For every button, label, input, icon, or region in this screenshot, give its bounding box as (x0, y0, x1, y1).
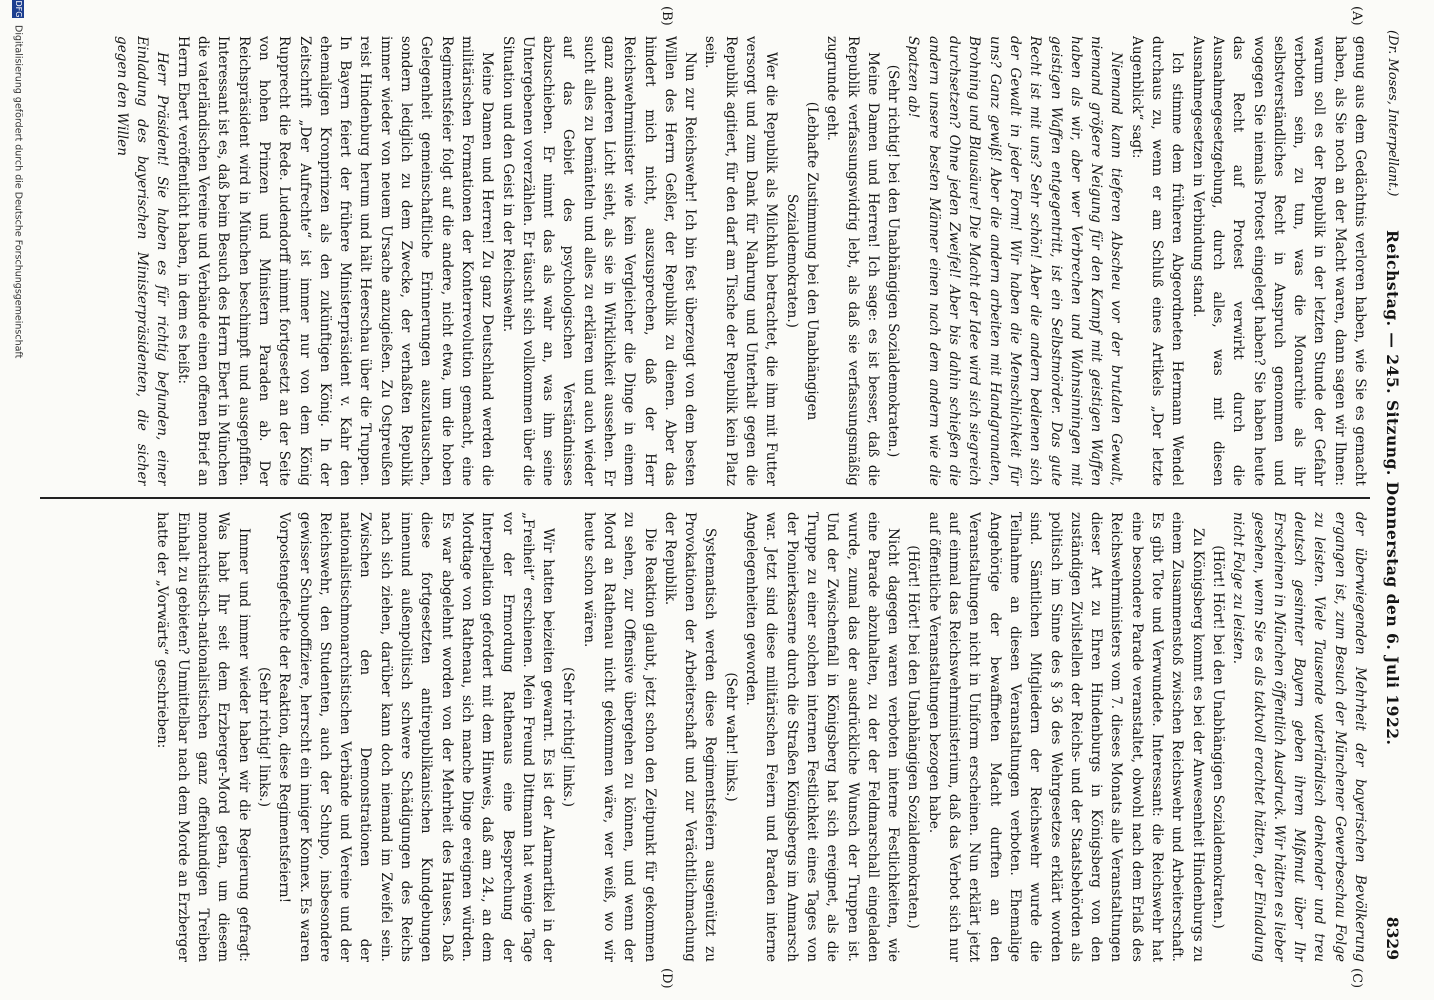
paragraph: Meine Damen und Herren! Ich sage: es ist besser, daß die Republik verfassungswidrig lebt, als daß sie verfassungsmäßig zugrunde geht. (824, 36, 881, 486)
digitization-footer (6, 0, 24, 1000)
column-divider (40, 497, 1370, 499)
page-header (1372, 30, 1412, 960)
paragraph: Nun zur Reichswehr! Ich bin fest überzeugt von dem besten Willen des Herrn Geßler, der Republik zu dienen. Aber das hindert mich nicht, auszusprechen, daß der Herr Reichswehrminister wie kein Vergleicher die Dinge in einem ganz anderen Licht sieht, als sie in Wirklichkeit aussehen. Er sucht alles zu bemänteln und alles zu erklären und auch wieder auf das Gebiet des psychologischen Verständnisses abzuschieben. Er nimmt das als wahr an, was ihm seine Untergebenen vorerzählen. Er täuscht sich vollkommen über die Situation und den Geist in der Reichswehr. (499, 36, 699, 486)
paragraph: Meine Damen und Herren! Zu ganz Deutschland werden die militärischen Formationen der Konterrevolution gemacht, eine Regimentsfeier folgt auf die andere, nicht etwa, um die hoben Gelegenheit gemeinschaftliche Erinnerungen auszutauschen, sondern lediglich zu dem Zwecke, der verhaßten Republik immer wieder von neuem Ursache anzugießen. Zu Ostpreußen reist Hindenburg herum und hält Heerschau über die Truppen. In Bayern feiert der frühere Ministerpräsident v. Kahr den ehemaligen Kronprinzen als den zukünftigen König. In der Zeitschrift „Der Aufrechte“ ist immer nur von dem König Rupprecht die Rede. Ludendorff nimmt fortgesetzt an der Seite von hohen Prinzen und Ministern Paraden ab. Der Reichspräsident wird in München beschimpft und ausgepfiffen. Interessant ist es, daß beim Besuch des Herrn Ebert in München die vaterländischen Vereine und Verbände einen offenen Brief an Herrn Ebert veröffentlicht haben, in dem es heißt: (174, 36, 496, 486)
paragraph: genug aus dem Gedächtnis verloren haben, wie Sie es gemacht haben, als Sie noch an der Macht waren, dann sagen wir Ihnen: warum soll es der Republik in der letzten Stunde der Gefahr verboten sein, zu tun, was die Monarchie als ihr selbstverständliches Recht in Anspruch genommen und wogegen Sie niemals Protest eingelegt haben? Sie haben heute das Recht auf Protest verwirkt durch die Ausnahmegesetzgebung, durch alles, was mit diesen Ausnahmegesetzen in Verbindung stand. (1189, 36, 1368, 486)
paragraph: Wer die Republik als Milchkuh betrachtet, die ihm mit Futter versorgt und zum Dank für Nahrung und Unterhalt gegen die Republik agitiert, für den darf am Tische der Republik kein Platz sein. (702, 36, 780, 486)
page-number: 8329 (1383, 916, 1402, 960)
paragraph: Ich stimme dem früheren Abgeordneten Hermann Wendel durchaus zu, wenn er am Schluß eines Artikels „Der letzte Augenblick“ sagt: (1128, 36, 1186, 486)
quotation: Herr Präsident! Sie haben es für richtig befunden, einer Einladung des bayerischen Ministerpräsidenten, die sicher gegen den Willen (113, 36, 171, 486)
margin-marker-a: (A) (1349, 6, 1364, 26)
interjection: (Lebhafte Zustimmung bei den Unabhängigen Sozialdemokraten.) (783, 101, 820, 421)
quotation: der überwiegenden Mehrheit der bayerischen Bevölkerung ergangen ist, zum Besuch der Münchener Gewerbeschau Folge zu leisten. Viele Tausende vaterländisch denkender und treu deutsch gesinnter Bayern geben ihrem Mißmut über Ihr Erscheinen in München öffentlich Ausdruck. Wir hätten es lieber gesehen, wenn Sie es als taktvoll erachtet hätten, der Einladung nicht Folge zu leisten. (1230, 512, 1368, 962)
interjection: (Sehr richtig! links.) (255, 666, 272, 808)
paragraph: Immer und immer wieder haben wir die Regierung gefragt: Was habt Ihr seit dem Erzberger-Mord getan, um diesem monarchistisch-nationalistischen ganz offenkundigen Treiben Einhalt zu gebieten? Unmittelbar nach dem Morde an Erzberger hatte der „Vorwärts“ geschrieben: (154, 512, 252, 962)
interjection: (Sehr richtig! links.) (560, 666, 577, 808)
margin-marker-b: (B) (659, 6, 674, 26)
margin-marker-d: (D) (659, 968, 674, 989)
paragraph: Wir hatten beizeiten gewarnt. Es ist der Alarmartikel in der „Freiheit“ erschienen. Mein Freund Dittmann hat wenige Tage vor der Ermordung Rathenaus eine Besprechung der Interpellation gefordert mit dem Hinweis, daß am 24., an dem Mordtage von Rathenau, sich manche Dinge ereignen würden. Es war abgelehnt worden von der Mehrheit des Hauses. Daß diese fortgesetzten antirepublikanischen Kundgebungen innenund außenpolitisch schwere Schädigungen des Reichs nach sich ziehen, darüber kann doch niemand im Zweifel sein. Zwischen den Demonstrationen der nationalistischmonarchistischen Verbände und Vereine und der Reichswehr, den Studenten, auch der Schupo, insbesondere gewisser Schupooffiziere, herrscht ein inniger Konnex. Es waren Vorpostengefechte der Reaktion, diese Regimentsfeiern! (276, 512, 557, 962)
dfg-logo-icon: DFG (14, 0, 23, 18)
interjection: (Sehr wahr! links.) (722, 672, 739, 802)
quotation: Niemand kann tieferen Abscheu vor der brutalen Gewalt, niemand größere Neigung für den Kampf mit geistigen Waffen haben als wir, aber wer Verbrechen und Wahnsinningen mit geistigen Waffen entgegentritt, ist ein Selbstmörder. Das gute Recht ist mit uns? Sehr schön! Aber die andern bedienen sich der Gewalt in jeder Form! Wir haben die Menschlichkeit für uns? Ganz gewiß! Aber die andern arbeiten mit Handgranaten, Brohning und Blausäure! Die Macht der Idee wird sich siegreich durchsetzen? Ohne jeden Zweifel! Aber bis dahin schießen die andern unsere besten Männer einen nach dem andern wie die Spatzen ab! (905, 36, 1125, 486)
speaker-continuation: (Dr. Moses, Interpellant.) (1385, 30, 1400, 197)
left-column (30, 36, 1370, 486)
interjection: (Hört! Hört! bei den Unabhängigen Sozialdemokraten.) (905, 545, 922, 929)
paragraph: Zu Königsberg kommt es bei der Anwesenheit Hindenburgs zu einem Zusammenstoß zwischen Reichswehr und Arbeiterschaft. Es gibt Tote und Verwundete. Interessant: die Reichswehr hat eine besondere Parade veranstaltet, obwohl nach dem Erlaß des Reichswehrministers vom 7. dieses Monats alle Veranstaltungen dieser Art zu Ehren Hindenburgs in Königsberg von den zuständigen Zivilstellen der Reichs- und der Staatsbehörden als politisch im Sinne des § 36 des Wehrgesetzes erklärt worden sind. Sämtlichen Mitgliedern der Reichswehr wurde die Teilnahme an diesen Veranstaltungen verboten. Ehemalige Angehörige der bewaffneten Macht durften an den Veranstaltungen nicht in Uniform erscheinen. Nun erklärt jetzt auf einmal das Reichswehrministerium, daß das Verbot sich nur auf öffentliche Veranstaltungen bezogen habe. (925, 512, 1206, 962)
right-column (30, 512, 1370, 962)
interjection: (Sehr richtig! bei den Unabhängigen Sozialdemokraten.) (885, 64, 902, 458)
paragraph: Die Reaktion glaubt, jetzt schon den Zeitpunkt für gekommen zu sehen, zur Offensive übergehen zu können, und wenn der Mord an Rathenau nicht gekommen wäre, wer weiß, wo wir heute schon wären. (580, 512, 658, 962)
paragraph: Nicht dagegen waren verboten interne Festlichkeiten, wie eine Parade abzuhalten, zu der der Feldmarschall eingeladen wurde, zumal das der ausdrückliche Wunsch der Truppen ist. Und der Zwischenfall in Königsberg hat sich ereignet, als die Truppe zu einer solchen internen Festlichkeit eines Tages von der Pionierkaserne durch die Straßen Königsbergs im Anmarsch war. Jetzt sind diese militärischen Feiern und Paraden interne Angelegenheiten geworden. (743, 512, 902, 962)
margin-marker-c: (C) (1349, 968, 1364, 989)
footer-note: Digitalisierung gefördert durch die Deutsche Forschungsgemeinschaft (12, 25, 24, 359)
page-title: Reichstag. — 245. Sitzung. Donnerstag den 6. Juli 1922. (1383, 230, 1402, 746)
paragraph: Systematisch werden diese Regimentsfeiern ausgenützt zu Provokationen der Arbeiterschaft und zur Verächtlichmachung der Republik. (661, 512, 719, 962)
interjection: (Hört! Hört! bei den Unabhängigen Sozialdemokraten.) (1209, 545, 1226, 929)
